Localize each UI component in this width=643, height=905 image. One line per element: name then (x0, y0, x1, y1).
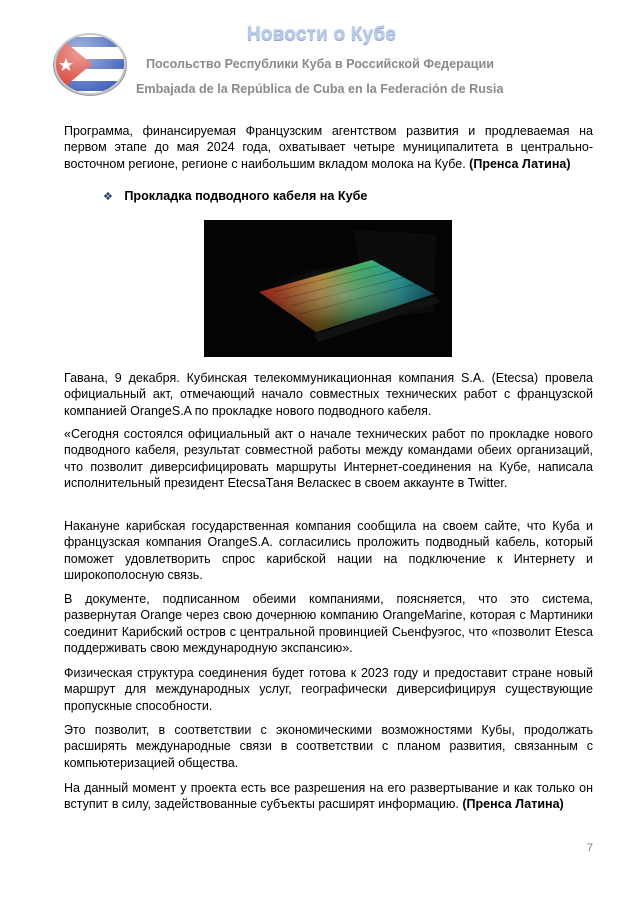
final-text: На данный момент у проекта есть все разрешения на его развертывание и как только он вступит в силу, задействованные субъекты расширят информацию. (64, 781, 593, 812)
article-paragraph: В документе, подписанном обеими компаниями, поясняется, что это система, развернутая Orange через свою дочернюю компанию OrangeMarine, которая с Мартиники соединит Карибский остров с центральной провинцией Сьенфуэгос, что «позволит Etesca поддерживать свою международную экспансию». (64, 592, 593, 656)
page-number: 7 (586, 842, 593, 854)
article-paragraph: Накануне карибская государственная компания сообщила на своем сайте, что Куба и французская компания OrangeS.A. согласились проложить подводный кабель, который поможет удовлетворить спрос карибской нации на подключение к Интернету и широкополосную связь. (64, 519, 593, 583)
laptop-keyboard-photo (204, 220, 452, 357)
diamond-bullet-icon: ❖ (103, 191, 113, 203)
article-paragraph: «Сегодня состоялся официальный акт о начале технических работ по прокладке нового подводного кабеля, результат совместной работы между командами обеих организаций, что позволит диверсифицировать маршруты Интернет-соединения на Кубе, написала исполнительный президент EtecsaТаня Веласкес в своем аккаунте в Twitter. (64, 427, 593, 491)
article-final-paragraph (64, 780, 593, 813)
article-paragraph: Гавана, 9 декабря. Кубинская телекоммуникационная компания S.A. (Etecsa) провела официальный акт, отмечающий начало совместных технических работ с французской компанией OrangeS.A по прокладке нового подводного кабеля. (64, 371, 593, 418)
intro-text: Программа, финансируемая Французским агентством развития и продлеваемая на первом этапе до мая 2024 года, охватывает четыре муниципалитета в центрально-восточном регионе, регионе с наибольшим вкладом молока на Кубе. (64, 124, 593, 171)
newsletter-title: Новости о Кубе (246, 24, 397, 45)
intro-paragraph (64, 123, 593, 172)
article-source: (Пренса Латина) (462, 797, 564, 812)
article-heading (103, 189, 367, 203)
article-title: Прокладка подводного кабеля на Кубе (124, 189, 368, 203)
intro-source: (Пренса Латина) (469, 156, 571, 171)
article-paragraph: Физическая структура соединения будет готова к 2023 году и предоставит стране новый маршрут для международных услуг, географически диверсифицируя существующие пропускные способности. (64, 666, 593, 713)
embassy-name-spanish: Embajada de la República de Cuba en la Federación de Rusia (136, 82, 504, 96)
embassy-name-russian: Посольство Республики Куба в Российской Федерации (146, 57, 494, 71)
article-paragraph: Это позволит, в соответствии с экономическими возможностями Кубы, продолжать расширять международные связи в соответствии с планом развития, связанным с компьютеризацией общества. (64, 723, 593, 770)
